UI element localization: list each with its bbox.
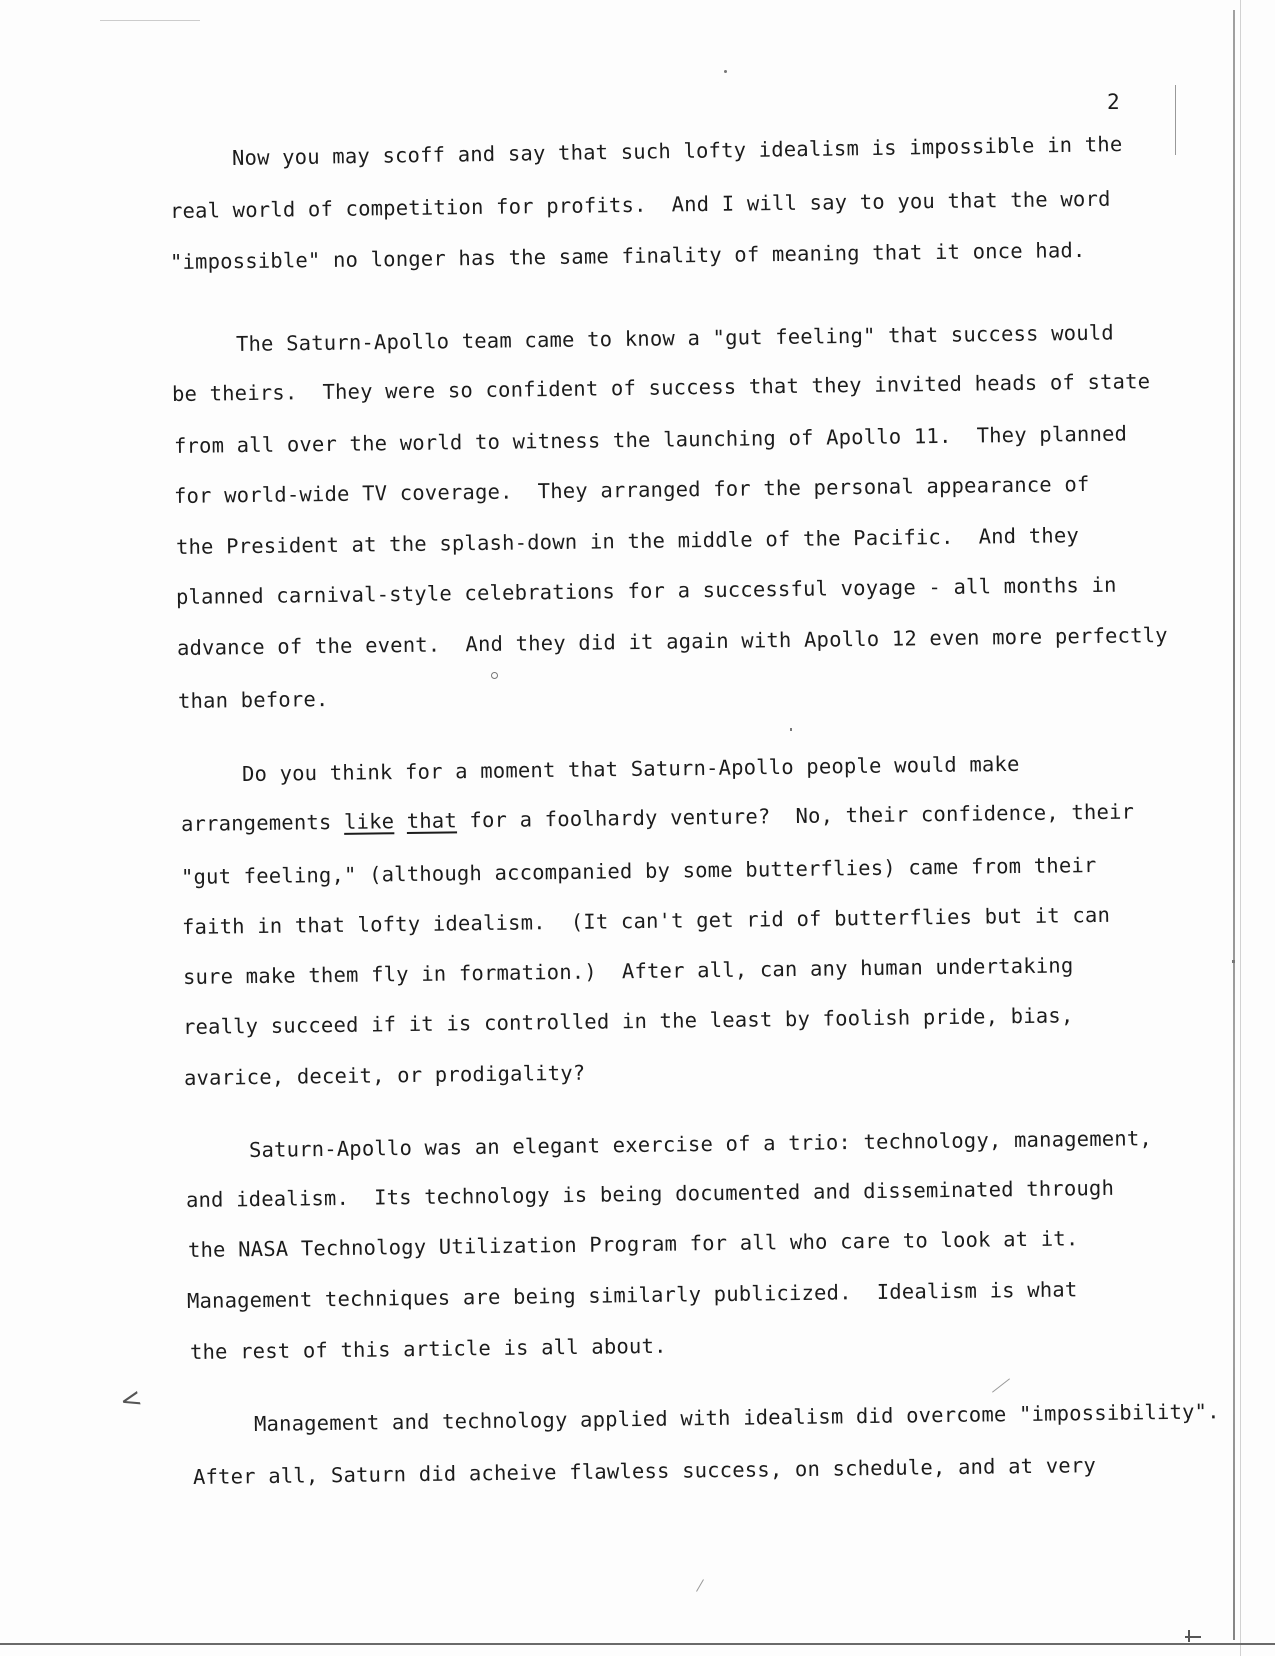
- scan-speck: [491, 672, 498, 679]
- pen-stroke: [992, 1378, 1010, 1392]
- text-line: sure make them fly in formation.) After all, can any human undertaking: [182, 953, 1074, 989]
- page-bottom-edge: [0, 1643, 1275, 1645]
- pen-stroke: [696, 1579, 704, 1592]
- scan-speck: [724, 70, 727, 73]
- page-edge-line: [1240, 0, 1241, 1656]
- text-line: Saturn-Apollo was an elegant exercise of a trio: technology, management,: [248, 1126, 1153, 1162]
- text-line: the NASA Technology Utilization Program for all who care to look at it.: [187, 1226, 1079, 1262]
- text-line: really succeed if it is controlled in the least by foolish pride, bias,: [182, 1003, 1074, 1039]
- text-line: Now you may scoff and say that such lofty idealism is impossible in the: [231, 132, 1123, 170]
- scan-speck: [790, 728, 792, 731]
- underlined-word: like: [343, 809, 395, 834]
- text-line: The Saturn-Apollo team came to know a "gut feeling" that success would: [235, 320, 1115, 356]
- text-line: "impossible" no longer has the same finality of meaning that it once had.: [169, 238, 1086, 274]
- text-span: for a foolhardy venture? No, their confidence, their: [456, 799, 1135, 833]
- text-line: Do you think for a moment that Saturn-Apollo people would make: [241, 751, 1020, 786]
- text-line: faith in that lofty idealism. (It can't get rid of butterflies but it can: [181, 902, 1111, 939]
- text-line: Management and technology applied with idealism did overcome "impossibility".: [253, 1399, 1220, 1436]
- text-span: arrangements: [180, 809, 345, 836]
- text-line: [181, 800, 1134, 836]
- scan-speck: [1175, 85, 1176, 155]
- text-line: "gut feeling," (although accompanied by some butterflies) came from their: [180, 853, 1097, 889]
- text-line: advance of the event. And they did it again with Apollo 12 even more perfectly: [176, 623, 1168, 660]
- text-line: avarice, deceit, or prodigality?: [183, 1060, 586, 1090]
- text-line: Management techniques are being similarly publicized. Idealism is what: [186, 1277, 1078, 1313]
- page-edge-shadow: [1233, 10, 1235, 1640]
- underlined-word: that: [406, 808, 458, 834]
- scan-speck: [1232, 960, 1235, 963]
- text-line: for world-wide TV coverage. They arranged for the personal appearance of: [173, 472, 1090, 508]
- pen-check-mark: <: [116, 1382, 146, 1418]
- page-number: 2: [1107, 90, 1120, 114]
- text-line: After all, Saturn did acheive flawless success, on schedule, and at very: [192, 1453, 1097, 1489]
- text-line: real world of competition for profits. And I will say to you that the word: [169, 186, 1111, 223]
- scan-speck: [100, 20, 200, 21]
- text-line: from all over the world to witness the launching of Apollo 11. They planned: [173, 421, 1128, 458]
- text-line: the President at the splash-down in the middle of the Pacific. And they: [175, 523, 1080, 559]
- text-line: the rest of this article is all about.: [189, 1333, 667, 1364]
- text-line: and idealism. Its technology is being documented and disseminated through: [185, 1175, 1115, 1212]
- scan-speck: [1188, 1630, 1190, 1642]
- text-line: be theirs. They were so confident of success that they invited heads of state: [171, 369, 1151, 406]
- text-line: planned carnival-style celebrations for a successful voyage - all months in: [175, 572, 1117, 609]
- text-line: than before.: [177, 687, 329, 713]
- text-span: [394, 809, 407, 833]
